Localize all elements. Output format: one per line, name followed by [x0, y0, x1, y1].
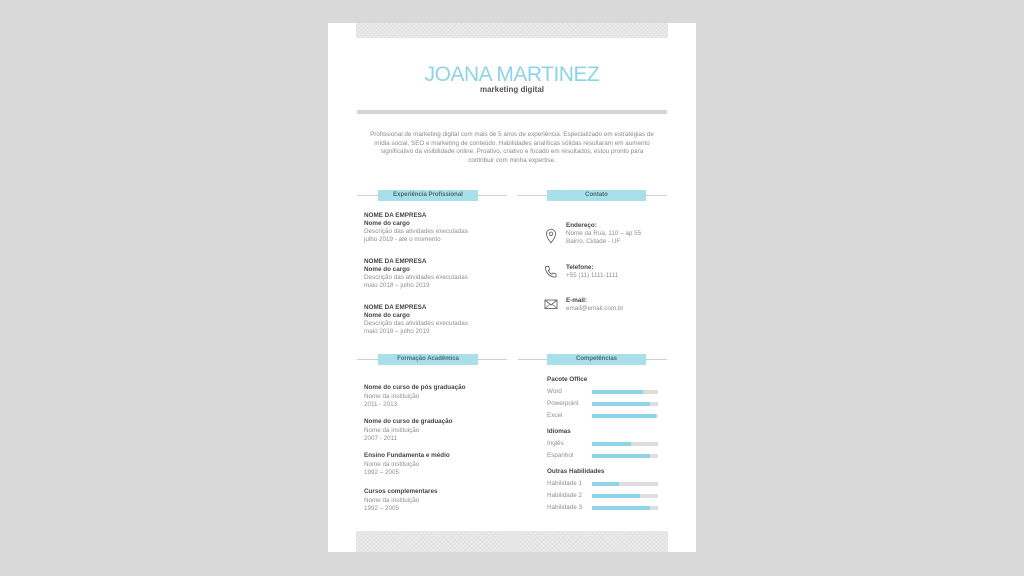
skill-bar — [592, 494, 658, 498]
course-name: Nome do curso de pós graduação — [364, 384, 466, 391]
skill-name: Word — [547, 388, 562, 395]
skill-bar — [592, 414, 658, 418]
map-pin-icon — [544, 228, 558, 242]
experience-entry — [364, 304, 514, 336]
phone-label: Telefone: — [566, 264, 594, 271]
job-period: maio 2018 – julho 2019 — [364, 328, 430, 335]
skill-name: Powerpoint — [547, 400, 579, 407]
job-description: Descrição das atividades executadas — [364, 228, 468, 235]
skill-bar-fill — [592, 414, 656, 418]
skill-row — [547, 440, 659, 448]
skill-bar — [592, 402, 658, 406]
skill-bar-fill — [592, 442, 631, 446]
experience-entry — [364, 258, 514, 290]
skill-row — [547, 400, 659, 408]
skill-group-title: Idiomas — [547, 428, 571, 435]
address-line-1: Nome da Rua, 110 – ap 55 — [566, 230, 642, 237]
skill-row — [547, 480, 659, 488]
experience-section-label: Experiência Profissional — [378, 190, 478, 201]
job-description: Descrição das atividades executadas — [364, 274, 468, 281]
experience-entry — [364, 212, 514, 244]
skill-name: Inglês — [547, 440, 564, 447]
skill-group-title: Pacote Office — [547, 376, 588, 383]
job-description: Descrição das atividades executadas — [364, 320, 468, 327]
envelope-icon — [544, 298, 558, 312]
institution-name: Nome da instituição — [364, 460, 420, 468]
candidate-title: marketing digital — [479, 85, 544, 94]
skill-bar-fill — [592, 402, 650, 406]
job-period: maio 2018 – julho 2019 — [364, 282, 430, 289]
institution-name: Nome da instituição — [364, 496, 420, 504]
email-label: E-mail: — [566, 297, 587, 304]
skill-bar-fill — [592, 494, 640, 498]
phone-icon — [544, 265, 558, 279]
email-value: email@email.com.br — [566, 305, 624, 312]
skill-bar — [592, 442, 658, 446]
company-name: NOME DA EMPRESA — [364, 258, 427, 265]
skill-row — [547, 492, 659, 500]
company-name: NOME DA EMPRESA — [364, 212, 427, 219]
skill-bar-fill — [592, 454, 650, 458]
course-period: 1992 – 2005 — [364, 505, 400, 512]
skill-bar-fill — [592, 506, 650, 510]
education-entry — [364, 488, 524, 514]
company-name: NOME DA EMPRESA — [364, 304, 427, 311]
contact-section-label: Contato — [547, 190, 646, 201]
candidate-name: JOANA MARTINEZ — [424, 63, 600, 86]
course-name: Nome do curso de graduação — [364, 418, 453, 425]
institution-name: Nome da instituição — [364, 426, 420, 434]
course-name: Cursos complementares — [364, 488, 438, 495]
address-label: Endereço: — [566, 222, 597, 229]
resume-page — [328, 23, 696, 552]
skill-row — [547, 388, 659, 396]
skill-name: Habilidade 1 — [547, 480, 583, 487]
skill-name: Habilidade 3 — [547, 504, 583, 511]
job-period: julho 2019 - até o momento — [364, 236, 441, 243]
job-role: Nome do cargo — [364, 220, 410, 227]
skills-section-label: Competências — [547, 354, 646, 365]
profile-summary: Profissional de marketing digital com mais de 5 anos de experiência. Especializado em estratégias de mídia social, SEO e marketing de conteúdo. Habilidades analíticas sólidas resultaram em aumento significativo da visibilidade online. Proativo, criativo e focado em resultados, estou pronto para contribuir com minha expertise. — [370, 131, 654, 164]
skill-row — [547, 452, 659, 460]
job-role: Nome do cargo — [364, 312, 410, 319]
job-role: Nome do cargo — [364, 266, 410, 273]
institution-name: Nome da instituição — [364, 392, 420, 400]
address-line-2: Bairro, Cidade - UF — [566, 238, 621, 245]
skill-bar-fill — [592, 390, 643, 394]
skill-bar — [592, 506, 658, 510]
skill-bar-fill — [592, 482, 619, 486]
skill-row — [547, 412, 659, 420]
skill-name: Habilidade 2 — [547, 492, 583, 499]
skill-name: Excel — [547, 412, 563, 419]
education-entry — [364, 384, 524, 410]
education-entry — [364, 452, 524, 478]
course-period: 2011 - 2013 — [364, 401, 398, 408]
education-entry — [364, 418, 524, 444]
course-period: 1992 – 2005 — [364, 469, 400, 476]
course-period: 2007 - 2011 — [364, 435, 398, 442]
course-name: Ensino Fundamenta e médio — [364, 452, 450, 459]
skill-row — [547, 504, 659, 512]
skill-bar — [592, 482, 658, 486]
skill-bar — [592, 454, 658, 458]
skill-name: Espanhol — [547, 452, 574, 459]
phone-value: +55 (11) 1111-1111 — [566, 272, 619, 279]
skill-bar — [592, 390, 658, 394]
skill-group-title: Outras Habilidades — [547, 468, 605, 475]
education-section-label: Formação Acadêmica — [378, 354, 478, 365]
bottom-decorative-pattern — [356, 531, 668, 552]
top-decorative-pattern — [356, 23, 668, 38]
header-divider — [357, 110, 667, 114]
